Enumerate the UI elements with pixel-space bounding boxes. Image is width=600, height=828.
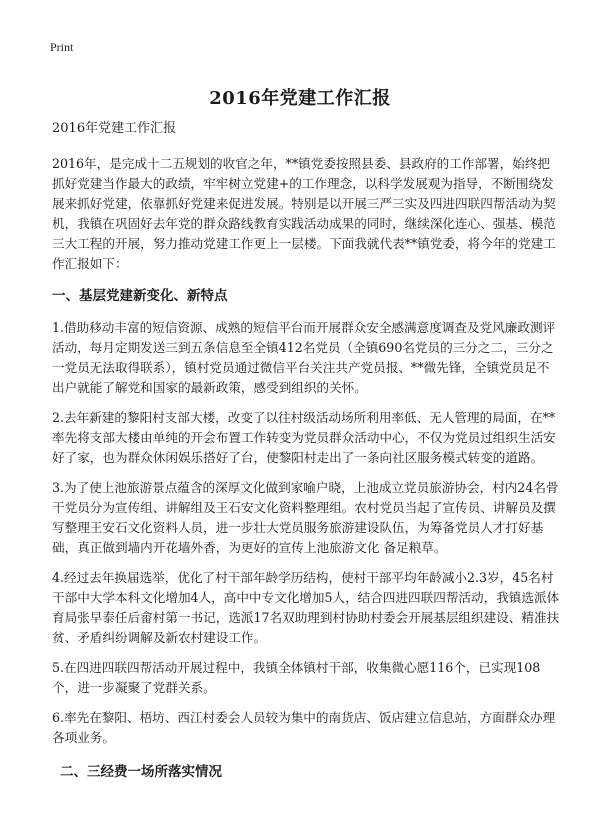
document-body (52, 120, 560, 782)
intro-paragraph: 2016年，是完成十二五规划的收官之年，**镇党委按照县委、县政府的工作部署，始终把抓好党建当作最大的政绩，牢牢树立党建+的工作理念，以科学发展观为指导，不断围绕发展来抓好党建，依靠抓好党建来促进发展。特别是以开展三严三实及四进四联四帮活动为契机，我镇在巩固好去年党的群众路线教育实践活动成果的同时，继续深化连心、强基、模范三大工程的开展，努力推动党建工作更上一层楼。下面我就代表**镇党委，将今年的党建工作汇报如下： (52, 156, 556, 271)
list-item: 1.借助移动丰富的短信资源、成熟的短信平台而开展群众安全感满意度调查及党风廉政测评活动，每月定期发送三到五条信息至全镇412名党员（全镇690名党员的三分之二，三分之一党员无法取得联系），镇村党员通过微信平台关注共产党员报、**微先锋，全镇党员足不出户就能了解党和国家的最新政策，感受到组织的关怀。 (52, 320, 556, 395)
list-item: 4.经过去年换届选举，优化了村干部年龄学历结构，使村干部平均年龄减小2.3岁，45名村干部中大学本科文化增加4人，高中中专文化增加5人，结合四进四联四帮活动，我镇选派体育局张早泰任后畲村第一书记，选派17名双助理到村协助村委会开展基层组织建设、精准扶贫、矛盾纠纷调解及新农村建设工作。 (52, 570, 560, 645)
section-heading: 一、基层党建新变化、新特点 (52, 288, 228, 304)
list-item: 6.率先在黎阳、梧坊、西江村委会人员较为集中的南货店、饭店建立信息站，方面群众办理各项业务。 (52, 710, 556, 745)
list-item: 3.为了使上池旅游景点蕴含的深厚文化做到家喻户晓，上池成立党员旅游协会，村内24名骨干党员分为宣传组、讲解组及王石安文化资料整理组。农村党员当起了宣传员、讲解员及撰写整理王安石文化资料人员，进一步壮大党员服务旅游建设队伍，为筹备党员人才打好基础，真正做到墙内开花墙外香，为更好的宣传上池旅游文化 备足粮草。 (52, 480, 559, 555)
list-item: 2.去年新建的黎阳村支部大楼，改变了以往村级活动场所利用率低、无人管理的局面，在**率先将支部大楼由单纯的开会布置工作转变为党员群众活动中心，不仅为党员过组织生活安好了家，也为群众休闲娱乐搭好了台，使黎阳村走出了一条向社区服务模式转变的道路。 (52, 410, 556, 465)
document-subtitle: 2016年党建工作汇报 (52, 121, 177, 136)
print-link[interactable]: Print (50, 40, 74, 54)
section-heading: 二、三经费一场所落实情况 (60, 764, 222, 780)
page-title: 2016年党建工作汇报 (209, 88, 391, 109)
list-item: 5.在四进四联四帮活动开展过程中，我镇全体镇村干部，收集微心愿116个，已实现108个，进一步凝聚了党群关系。 (52, 660, 541, 695)
